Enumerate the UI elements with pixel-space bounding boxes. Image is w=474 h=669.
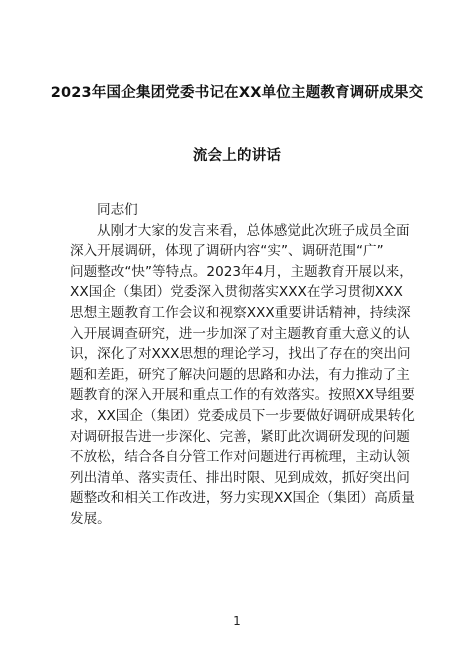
paragraph-line: 识，深化了对XXX思想的理论学习，找出了存在的突出问 xyxy=(70,346,411,363)
document-title-line-2: 流会上的讲话 xyxy=(192,148,282,164)
paragraph-line: 对调研报告进一步深化、完善，紧盯此次调研发现的问题 xyxy=(70,428,410,445)
paragraph-line: 从刚才大家的发言来看，总体感觉此次班子成员全面 xyxy=(97,222,410,239)
paragraph-line: 发展。 xyxy=(70,510,111,527)
paragraph-line: 入开展调查研究，进一步加深了对主题教育重大意义的认 xyxy=(70,325,410,342)
document-title-line-1: 2023年国企集团党委书记在XX单位主题教育调研成果交 xyxy=(50,85,424,101)
paragraph-line: 题和差距，研究了解决问题的思路和办法，有力推动了主 xyxy=(70,366,410,383)
paragraph-line: 不放松，结合各自分管工作对问题进行再梳理，主动认领 xyxy=(70,449,410,466)
paragraph-line: 求，XX国企（集团）党委成员下一步要做好调研成果转化 xyxy=(70,407,415,424)
document-body xyxy=(70,200,415,530)
paragraph-line: 思想主题教育工作会议和视察XXX重要讲话精神，持续深 xyxy=(70,304,411,321)
paragraph-line: XX国企（集团）党委深入贯彻落实XXX在学习贯彻XXX xyxy=(70,284,403,301)
paragraph-line: 深入开展调研，体现了调研内容“实”、调研范围“广” xyxy=(70,243,384,260)
paragraph-line: 题教育的深入开展和重点工作的有效落实。按照XX导组要 xyxy=(70,387,415,404)
paragraph-line: 问题整改“快”等特点。2023年4月，主题教育开展以来， xyxy=(70,263,413,280)
paragraph-line: 题整改和相关工作改进，努力实现XX国企（集团）高质量 xyxy=(70,490,415,507)
paragraph-line: 列出清单、落实责任、排出时限、见到成效，抓好突出问 xyxy=(70,469,410,486)
page-number: 1 xyxy=(233,614,241,628)
speech-paragraph xyxy=(70,221,415,530)
greeting: 同志们 xyxy=(97,202,138,218)
